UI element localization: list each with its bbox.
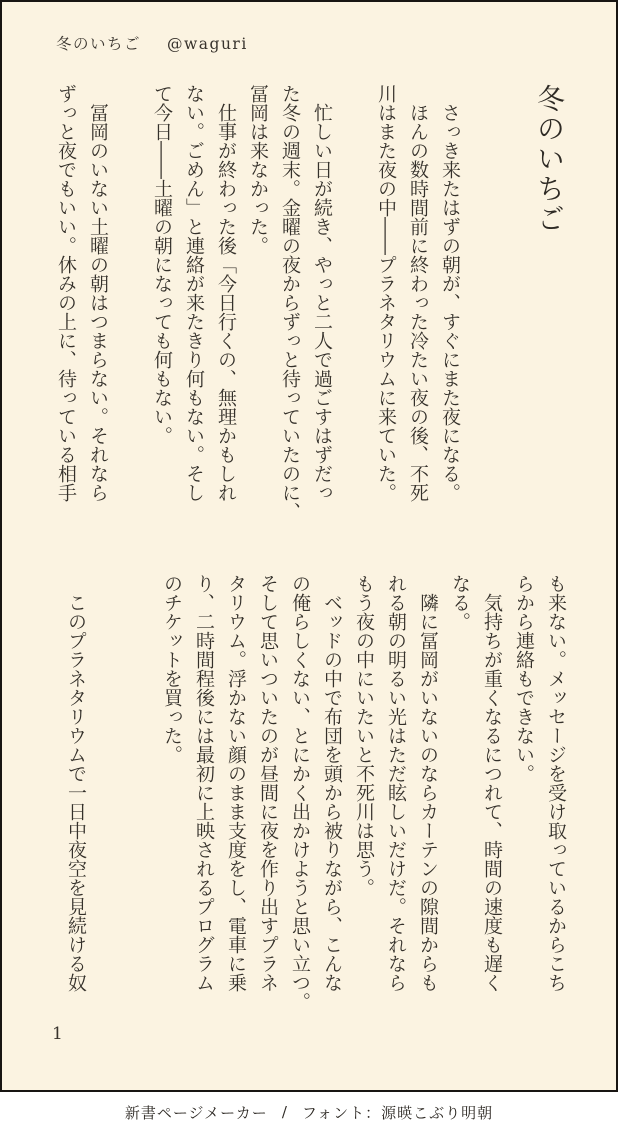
- text-line: 冨岡のいない土曜の朝はつまらない。それなら: [87, 103, 109, 502]
- footer: [0, 1092, 618, 1132]
- blank-line: [124, 574, 156, 1007]
- text-line: 忙しい日が続き、やっと二人で過ごすはずだっ: [311, 103, 333, 502]
- text-line: ベッドの中で布団を頭から被りながら、こんな: [321, 593, 343, 992]
- text-line: さっき来たはずの朝が、すぐにまた夜になる。: [439, 103, 461, 502]
- text-line: ほんの数時間前に終わった冷たい夜の後、不死: [407, 103, 429, 502]
- page-number: 1: [52, 1024, 63, 1044]
- footer-app-name: 新書ページメーカー: [124, 1103, 268, 1122]
- text-line: り、二時間程後には最初に上映されるプログラム: [193, 574, 215, 992]
- text-line: らから連絡もできない。: [513, 574, 535, 783]
- blank-line: [92, 574, 124, 1007]
- text-line: 川はまた夜の中――プラネタリウムに来ていた。: [375, 84, 397, 502]
- blank-line: [338, 84, 370, 517]
- text-line: 気持ちが重くなるにつれて、時間の速度も遅く: [481, 593, 503, 992]
- text-line: て今日――土曜の朝になっても何もない。: [151, 84, 173, 445]
- footer-font-info: フォント：源暎こぶり明朝: [301, 1103, 494, 1122]
- text-line: このプラネタリウムで一日中夜空を見続ける奴: [65, 593, 87, 992]
- text-line: ずっと夜でもいい。休みの上に、待っている相手: [55, 84, 77, 502]
- text-line: なる。: [449, 574, 471, 631]
- text-line: も来ない。メッセージを受け取っているからこち: [545, 574, 567, 992]
- text-line: 隣に冨岡がいないのならカーテンの隙間からも: [417, 593, 439, 992]
- text-line: ない。ごめん」と連絡が来たきり何もない。そし: [183, 84, 205, 502]
- text-line: のチケットを買った。: [161, 574, 183, 764]
- text-line: そして思いついたのが昼間に夜を作り出すプラネ: [257, 574, 279, 992]
- text-line: 冨岡は来なかった。: [247, 84, 269, 255]
- text-line: れる朝の明るい光はただ眩しいだけだ。それなら: [385, 574, 407, 992]
- text-line: 仕事が終わった後「今日行くの、無理かもしれ: [215, 103, 237, 502]
- page-header: [56, 32, 248, 54]
- text-block-top: [50, 84, 572, 521]
- text-block-bottom: [60, 574, 572, 1011]
- footer-divider: /: [281, 1103, 288, 1121]
- blank-line: [114, 84, 146, 517]
- text-line: の俺らしくない、とにかく出かけようと思い立つ。: [289, 574, 311, 1011]
- text-line: タリウム。浮かない顔のまま支度をし、電車に乗: [225, 574, 247, 992]
- story-title: 冬のいちご: [533, 84, 566, 234]
- header-author-handle: @waguri: [167, 35, 248, 53]
- text-line: た冬の週末。金曜の夜からずっと待っていたのに、: [279, 84, 301, 521]
- header-work-title: 冬のいちご: [56, 35, 142, 53]
- text-line: もう夜の中にいたいと不死川は思う。: [353, 574, 375, 897]
